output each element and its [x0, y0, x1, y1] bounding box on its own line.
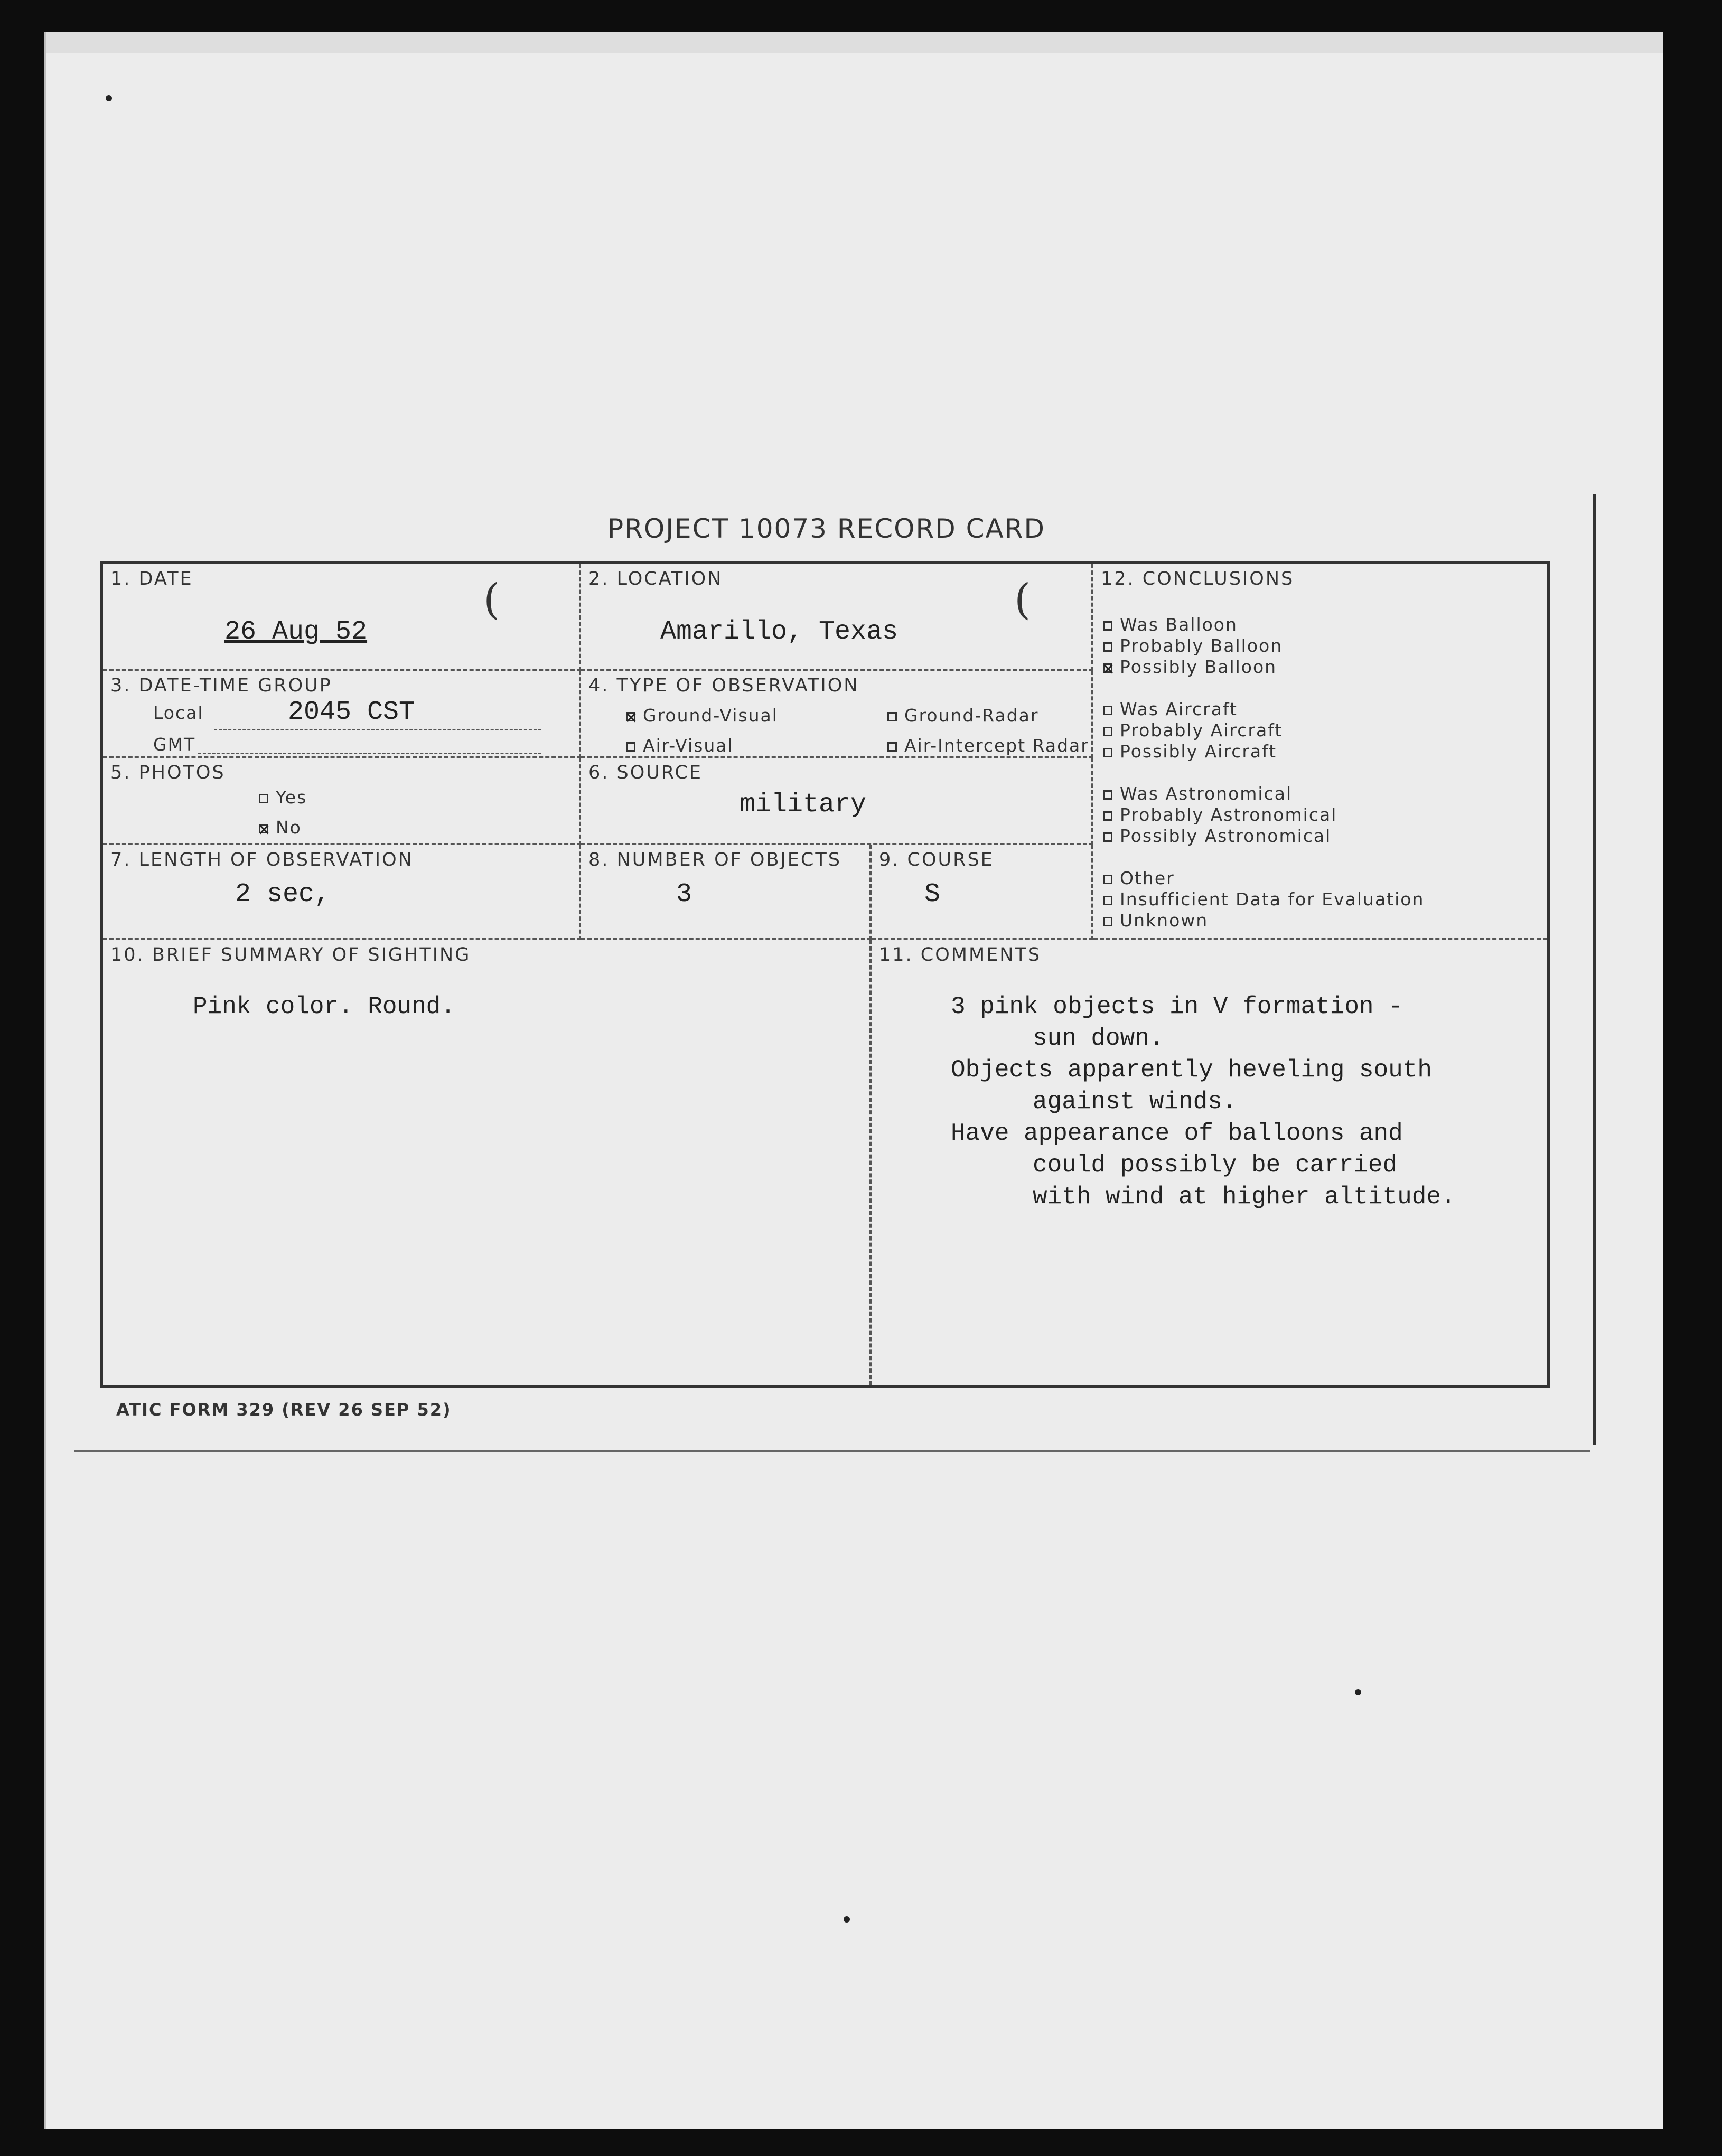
checkbox-icon [626, 742, 635, 752]
conclusion-label: Unknown [1120, 910, 1209, 931]
conclusion-item [1103, 868, 1424, 889]
checkbox-icon [259, 794, 268, 803]
date-label: 1. DATE [110, 568, 193, 589]
conclusion-item [1103, 889, 1424, 910]
speck-mark [844, 1916, 850, 1923]
source-cell [581, 758, 1093, 845]
course-cell [872, 845, 1093, 940]
checkbox-icon [1103, 875, 1112, 884]
option-label: Ground-Radar [904, 705, 1039, 726]
observation-option [887, 705, 1038, 726]
observation-option [887, 735, 1089, 756]
comment-line: with wind at higher altitude. [1033, 1183, 1456, 1211]
location-value: Amarillo, Texas [660, 617, 899, 647]
checkbox-icon [887, 712, 897, 721]
local-underline [214, 729, 541, 730]
option-label: No [276, 817, 302, 838]
paren-mark: ( [483, 575, 500, 624]
option-label: Yes [276, 787, 307, 808]
observation-option [626, 705, 778, 726]
checkbox-icon [887, 742, 897, 752]
local-value: 2045 CST [288, 697, 415, 727]
record-card [100, 561, 1550, 1388]
card-title: PROJECT 10073 RECORD CARD [607, 513, 1045, 544]
comment-line: sun down. [1033, 1025, 1164, 1052]
location-cell [581, 564, 1093, 671]
conclusion-label: Was Balloon [1120, 614, 1238, 635]
conclusion-label: Other [1120, 868, 1175, 888]
observation-type-label: 4. TYPE OF OBSERVATION [588, 675, 859, 696]
form-number: ATIC FORM 329 (REV 26 SEP 52) [116, 1400, 452, 1420]
checkbox-icon [259, 824, 268, 833]
checkbox-icon [1103, 706, 1112, 715]
comment-line: 3 pink objects in V formation - [951, 993, 1403, 1020]
comment-line: Have appearance of balloons and [951, 1120, 1403, 1147]
num-objects-label: 8. NUMBER OF OBJECTS [588, 849, 841, 870]
comment-line: could possibly be carried [1033, 1151, 1398, 1179]
checkbox-icon [1103, 663, 1112, 673]
gmt-label: GMT [153, 734, 196, 755]
date-cell [103, 564, 581, 671]
conclusion-item [1103, 783, 1424, 804]
observation-option [626, 735, 734, 756]
option-label: Air-Intercept Radar [904, 735, 1089, 756]
photos-cell [103, 758, 581, 845]
course-label: 9. COURSE [879, 849, 994, 870]
conclusion-label: Possibly Balloon [1120, 657, 1277, 677]
conclusion-item [1103, 910, 1424, 931]
comments-cell [872, 940, 1547, 1385]
conclusion-label: Probably Balloon [1120, 635, 1283, 656]
local-label: Local [153, 702, 204, 723]
conclusion-item [1103, 720, 1424, 741]
conclusion-item [1103, 657, 1424, 678]
num-objects-value: 3 [676, 879, 692, 910]
length-value: 2 sec, [235, 879, 331, 910]
conclusion-label: Possibly Astronomical [1120, 826, 1332, 846]
checkbox-icon [1103, 790, 1112, 800]
conclusion-item [1103, 614, 1424, 635]
summary-value: Pink color. Round. [193, 993, 455, 1020]
checkbox-icon [1103, 621, 1112, 631]
date-value: 26 Aug 52 [224, 617, 368, 647]
conclusion-label: Was Astronomical [1120, 783, 1293, 804]
conclusions-cell [1093, 564, 1547, 940]
conclusion-label: Was Aircraft [1120, 699, 1238, 719]
conclusion-label: Insufficient Data for Evaluation [1120, 889, 1425, 910]
checkbox-icon [1103, 748, 1112, 757]
length-cell [103, 845, 581, 940]
conclusion-label: Possibly Aircraft [1120, 741, 1277, 762]
conclusion-item [1103, 804, 1424, 826]
option-label: Ground-Visual [643, 705, 778, 726]
course-value: S [924, 879, 941, 910]
paren-mark: ( [1014, 575, 1031, 624]
conclusions-label: 12. CONCLUSIONS [1101, 568, 1295, 589]
source-label: 6. SOURCE [588, 762, 703, 783]
comments-label: 11. COMMENTS [879, 944, 1042, 965]
conclusions-list [1103, 614, 1424, 931]
location-label: 2. LOCATION [588, 568, 723, 589]
conclusion-label: Probably Aircraft [1120, 720, 1283, 740]
right-edge-line [1593, 494, 1596, 1445]
checkbox-icon [1103, 642, 1112, 652]
conclusion-item [1103, 741, 1424, 762]
source-value: military [740, 790, 867, 820]
conclusion-item [1103, 826, 1424, 847]
summary-cell [103, 940, 872, 1385]
conclusion-item [1103, 699, 1424, 720]
comment-line: against winds. [1033, 1088, 1237, 1116]
conclusion-item [1103, 635, 1424, 657]
num-objects-cell [581, 845, 872, 940]
checkbox-icon [1103, 917, 1112, 926]
bottom-edge-line [74, 1450, 1590, 1452]
checkbox-icon [1103, 811, 1112, 821]
checkbox-icon [1103, 727, 1112, 736]
comment-line: Objects apparently heveling south [951, 1056, 1432, 1084]
speck-mark [1355, 1689, 1361, 1695]
gmt-underline [198, 753, 541, 754]
datetime-cell [103, 671, 581, 758]
photos-yes-option [259, 787, 307, 808]
observation-type-cell [581, 671, 1093, 758]
checkbox-icon [1103, 832, 1112, 842]
conclusion-label: Probably Astronomical [1120, 804, 1337, 825]
length-label: 7. LENGTH OF OBSERVATION [110, 849, 414, 870]
photos-label: 5. PHOTOS [110, 762, 226, 783]
speck-mark [106, 95, 112, 101]
photos-no-option [259, 817, 302, 838]
checkbox-icon [626, 712, 635, 721]
datetime-label: 3. DATE-TIME GROUP [110, 675, 332, 696]
summary-label: 10. BRIEF SUMMARY OF SIGHTING [110, 944, 471, 965]
checkbox-icon [1103, 896, 1112, 905]
option-label: Air-Visual [643, 735, 734, 756]
